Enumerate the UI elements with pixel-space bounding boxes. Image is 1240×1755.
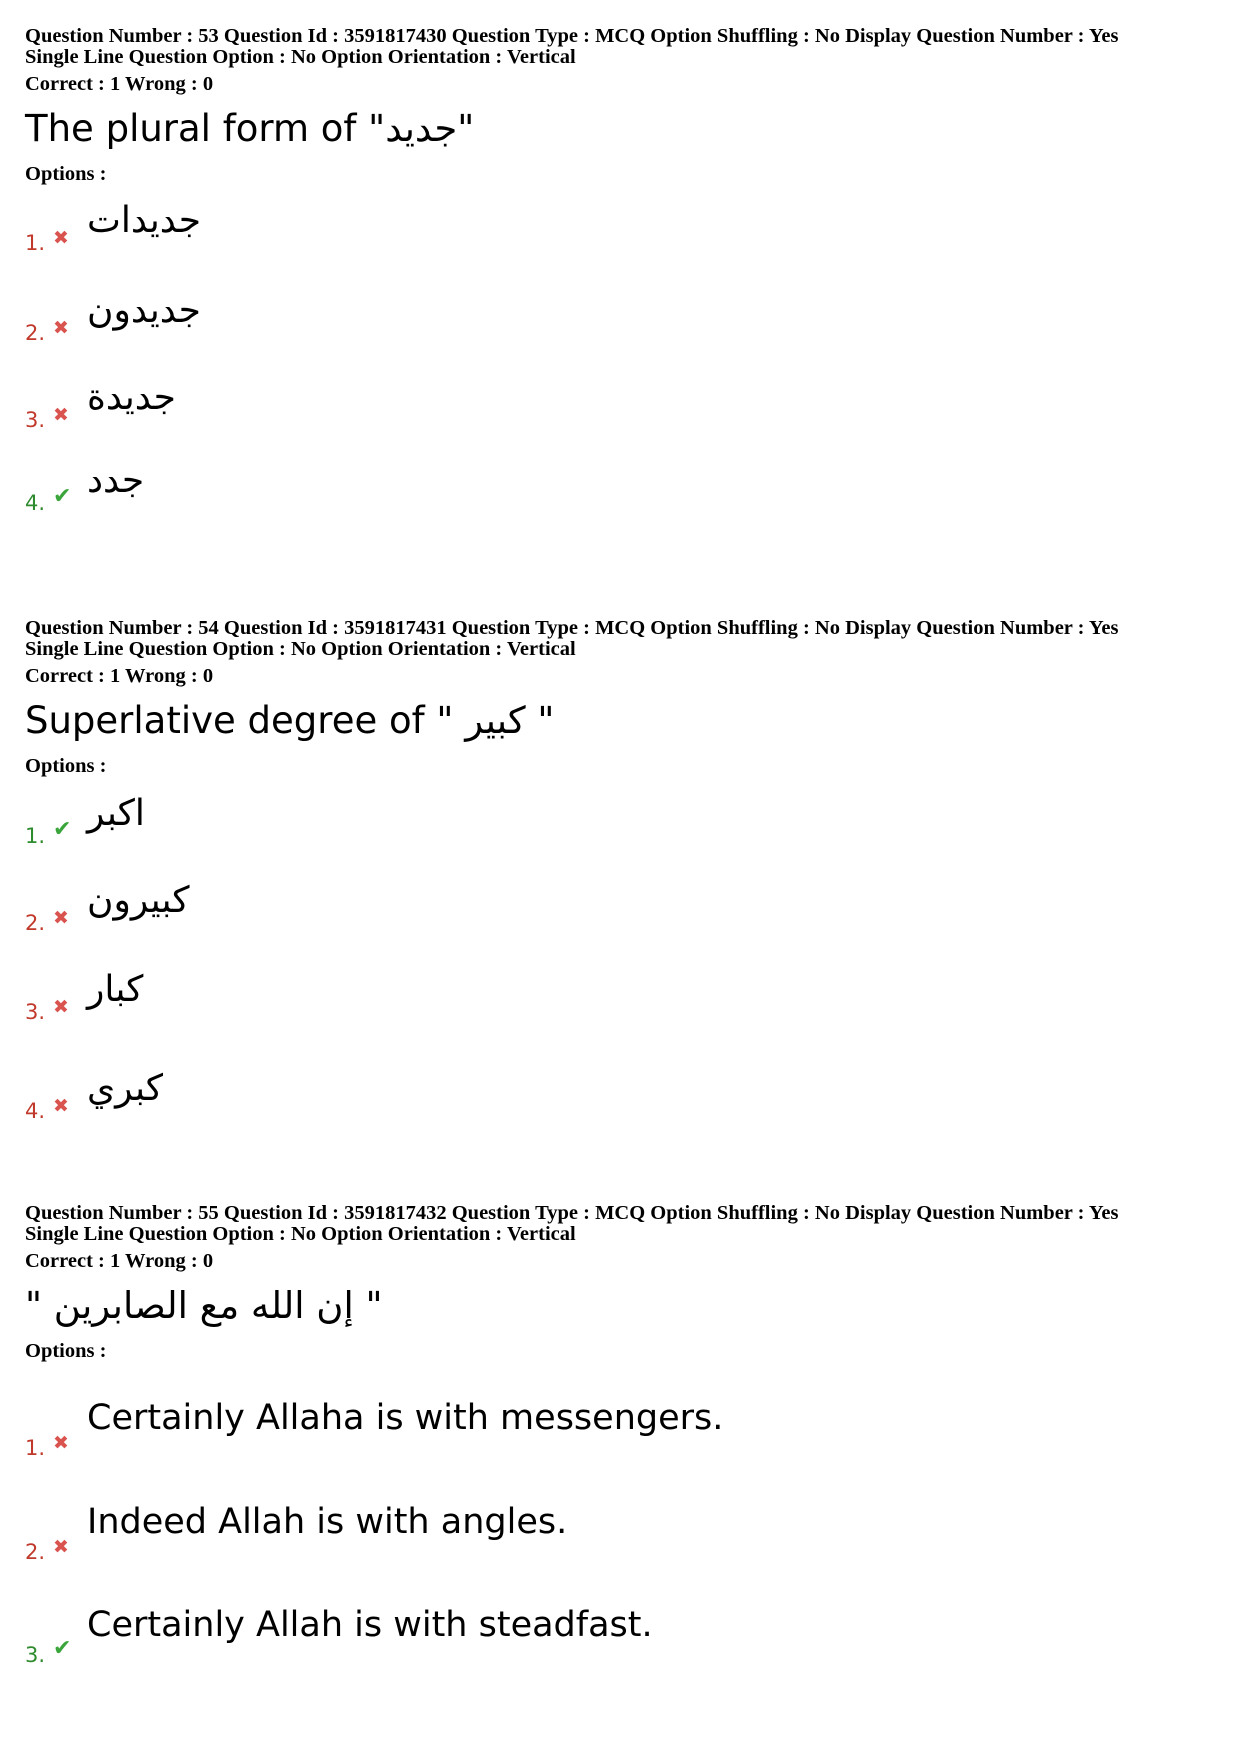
- option-text: اكبر: [87, 793, 145, 834]
- wrong-icon: ✖: [53, 907, 69, 929]
- question-text: The plural form of "جديد": [25, 107, 475, 150]
- question-score: Correct : 1 Wrong : 0: [25, 665, 214, 687]
- question-score: Correct : 1 Wrong : 0: [25, 73, 214, 95]
- option-number: 1.: [25, 824, 46, 848]
- wrong-icon: ✖: [53, 1095, 69, 1117]
- option-number: 4.: [25, 491, 46, 515]
- option-number: 1.: [25, 231, 46, 255]
- options-label: Options :: [25, 163, 107, 185]
- wrong-icon: ✖: [53, 404, 69, 426]
- check-icon: ✔: [53, 484, 72, 509]
- option-text: Indeed Allah is with angles.: [87, 1502, 568, 1542]
- option-1[interactable]: [25, 1400, 925, 1460]
- option-number: 1.: [25, 1436, 46, 1460]
- option-2[interactable]: [25, 285, 925, 345]
- option-text: Certainly Allah is with steadfast.: [87, 1605, 653, 1645]
- wrong-icon: ✖: [53, 1432, 69, 1454]
- option-number: 2.: [25, 911, 46, 935]
- option-3[interactable]: [25, 1607, 925, 1667]
- option-number: 3.: [25, 1643, 46, 1667]
- option-4[interactable]: [25, 455, 925, 515]
- wrong-icon: ✖: [53, 996, 69, 1018]
- option-text: جديدون: [87, 290, 201, 331]
- option-3[interactable]: [25, 372, 925, 432]
- option-4[interactable]: [25, 1063, 925, 1123]
- question-meta-line1: Question Number : 54 Question Id : 3591817431 Question Type : MCQ Option Shuffling : No Display Question Number : Yes: [25, 617, 1119, 639]
- question-meta-line1: Question Number : 53 Question Id : 3591817430 Question Type : MCQ Option Shuffling : No Display Question Number : Yes: [25, 25, 1119, 47]
- option-3[interactable]: [25, 964, 925, 1024]
- wrong-icon: ✖: [53, 317, 69, 339]
- question-53: [25, 26, 1215, 185]
- option-text: Certainly Allaha is with messengers.: [87, 1398, 724, 1438]
- option-number: 4.: [25, 1099, 46, 1123]
- option-2[interactable]: [25, 1504, 925, 1564]
- wrong-icon: ✖: [53, 1536, 69, 1558]
- option-number: 3.: [25, 1000, 46, 1024]
- option-1[interactable]: [25, 195, 925, 255]
- option-text: كبري: [87, 1068, 164, 1109]
- options-label: Options :: [25, 755, 107, 777]
- question-54: [25, 618, 1215, 777]
- option-number: 2.: [25, 1540, 46, 1564]
- option-text: جديدات: [87, 200, 201, 241]
- option-2[interactable]: [25, 875, 925, 935]
- question-meta-line2: Single Line Question Option : No Option Orientation : Vertical: [25, 638, 576, 660]
- question-meta-line1: Question Number : 55 Question Id : 3591817432 Question Type : MCQ Option Shuffling : No Display Question Number : Yes: [25, 1202, 1119, 1224]
- question-text: " إن الله مع الصابرين ": [25, 1284, 383, 1327]
- option-number: 3.: [25, 408, 46, 432]
- option-text: جديدة: [87, 377, 176, 418]
- question-meta-line2: Single Line Question Option : No Option Orientation : Vertical: [25, 46, 576, 68]
- wrong-icon: ✖: [53, 227, 69, 249]
- option-1[interactable]: [25, 788, 925, 848]
- option-number: 2.: [25, 321, 46, 345]
- question-text: Superlative degree of " كبير ": [25, 699, 555, 742]
- question-meta-line2: Single Line Question Option : No Option Orientation : Vertical: [25, 1223, 576, 1245]
- options-label: Options :: [25, 1340, 107, 1362]
- option-text: جدد: [87, 460, 145, 501]
- question-55: [25, 1203, 1215, 1362]
- question-score: Correct : 1 Wrong : 0: [25, 1250, 214, 1272]
- option-text: كبيرون: [87, 880, 190, 921]
- option-text: كبار: [87, 969, 144, 1010]
- check-icon: ✔: [53, 1636, 72, 1661]
- check-icon: ✔: [53, 817, 72, 842]
